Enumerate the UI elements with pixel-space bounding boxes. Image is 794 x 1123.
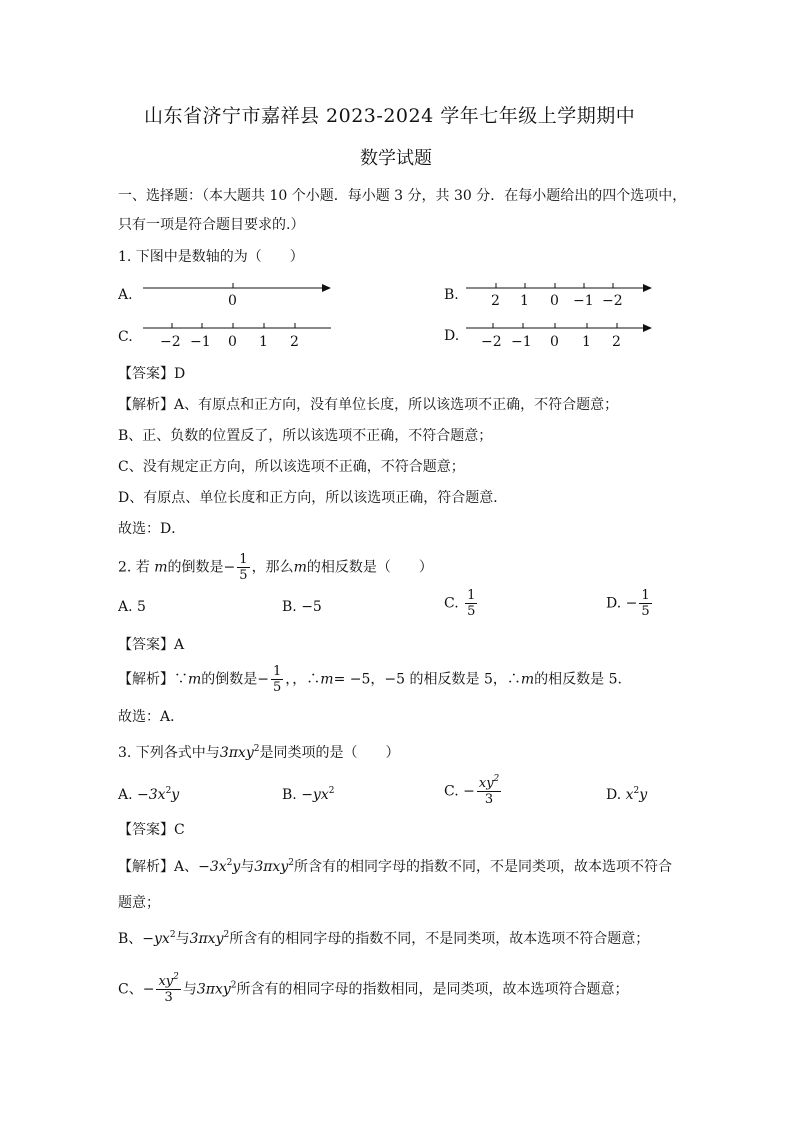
q1-d-tick-label: 2 xyxy=(612,334,621,350)
q3-b-post: 所含有的相同字母的指数不同，不是同类项，故本选项不符合题意； xyxy=(229,931,650,947)
q3-d-tail: y xyxy=(639,787,648,803)
q3-a-label: A. xyxy=(118,787,133,803)
q3-a-val: −3x xyxy=(137,787,166,803)
q2-stem xyxy=(118,552,433,583)
q3-b-pre: B、 xyxy=(118,931,143,947)
q3-a-t1: −3x xyxy=(198,859,227,875)
q1-d-tick-label: −1 xyxy=(511,334,532,350)
q2-stem-pre: 2. 若 xyxy=(118,559,150,576)
q2-option-b xyxy=(282,598,322,616)
page-subtitle: 数学试题 xyxy=(360,148,432,169)
q2-var-m: m xyxy=(188,671,202,688)
q2-stem-mid: 的倒数是 xyxy=(167,559,224,576)
q2-fraction xyxy=(237,552,249,583)
q3-c-label: C. xyxy=(444,783,459,800)
q2-option-b-value: −5 xyxy=(301,599,322,615)
q2-d-num: 1 xyxy=(641,588,650,603)
q1-analysis-line4: D、有原点、单位长度和正方向，所以该选项正确，符合题意． xyxy=(118,490,508,506)
q3-answer: 【答案】C xyxy=(118,822,185,838)
q3-b-t2: 3πxy xyxy=(189,931,224,947)
q3-b-val: −yx xyxy=(301,787,329,803)
q1-b-tick-label: −2 xyxy=(602,293,623,309)
q2-option-c-label: C. xyxy=(444,595,459,612)
q3-b-label: B. xyxy=(282,787,297,803)
q3-a-t1-exp: 2 xyxy=(226,858,233,868)
q2-option-d-fraction xyxy=(639,588,651,619)
q2-var-m: m xyxy=(520,671,535,688)
q1-c-tick-label: 2 xyxy=(290,334,299,350)
q1-option-a-label: A. xyxy=(118,287,133,303)
q2-var-m: m xyxy=(154,559,168,576)
q1-d-tick-label: 0 xyxy=(550,334,559,350)
q2-analysis-neg: − xyxy=(257,671,270,688)
q3-option-b xyxy=(282,786,334,804)
q3-c-analysis-fraction xyxy=(156,974,180,1005)
q1-analysis-a: A、有原点和正方向，没有单位长度，所以该选项不正确，不符合题意； xyxy=(174,397,619,413)
q1-option-d-label: D. xyxy=(444,328,460,344)
q2-analysis-eq: = −5 xyxy=(333,671,371,688)
q2-choice: 故选：A． xyxy=(118,709,185,725)
q3-a-t1b: y xyxy=(232,859,241,875)
q1-c-tick-label: −2 xyxy=(160,334,181,350)
q1-answer: 【答案】D xyxy=(118,366,186,382)
q2-a-den: 5 xyxy=(273,680,282,695)
q2-option-c-fraction xyxy=(465,588,477,619)
q2-frac-den: 5 xyxy=(239,568,248,583)
q2-option-d-neg: − xyxy=(625,595,638,612)
q3-a-t2-exp: 2 xyxy=(288,858,294,868)
q1-b-tick-label: 2 xyxy=(491,293,500,309)
q1-b-tick-label: −1 xyxy=(573,293,594,309)
q3-a-post: 所含有的相同字母的指数不同，不是同类项，故本选项不符合 xyxy=(293,859,672,875)
q2-neg: − xyxy=(223,559,236,576)
q2-option-d-label: D. xyxy=(606,595,622,612)
q2-analysis-tag: 【解析】 xyxy=(118,671,174,688)
q3-option-c xyxy=(444,776,503,807)
q3-c-t2: 3πxy xyxy=(196,981,231,998)
q3-c-a-den: 3 xyxy=(164,990,173,1005)
q3-c-exp: 2 xyxy=(493,774,500,784)
q3-b-exp: 2 xyxy=(328,786,335,796)
q2-option-b-label: B. xyxy=(282,599,297,615)
q2-stem-post: 的相反数是（ ） xyxy=(306,559,433,576)
q3-c-den: 3 xyxy=(484,792,494,807)
q1-analysis-tag: 【解析】 xyxy=(118,397,174,413)
q2-c-den: 5 xyxy=(467,604,476,619)
q3-c-pre: C、 xyxy=(118,981,143,998)
q1-analysis-line2: B、正、负数的位置反了，所以该选项不正确，不符合题意； xyxy=(118,428,493,444)
page-title: 山东省济宁市嘉祥县 2023-2024 学年七年级上学期期中 xyxy=(144,105,636,127)
q1-b-tick-label: 1 xyxy=(520,293,529,309)
q3-b-t1: −yx xyxy=(142,931,170,947)
q2-stem-mid2: ，那么 xyxy=(251,559,294,576)
q3-analysis-tag: 【解析】 xyxy=(118,859,174,875)
q2-answer: 【答案】A xyxy=(118,637,185,653)
q3-stem xyxy=(118,744,399,762)
q3-analysis-line2: 题意； xyxy=(118,895,160,911)
q2-analysis-text1: 的倒数是 xyxy=(201,671,258,688)
q2-analysis-text3: ，−5 的相反数是 5，∴ xyxy=(370,671,521,688)
q1-d-tick-label: 1 xyxy=(582,334,591,350)
q3-c-neg2: − xyxy=(142,981,155,998)
q3-d-val: x xyxy=(625,787,634,803)
q3-c-a-num-text: xy xyxy=(158,974,174,989)
q2-var-m: m xyxy=(293,559,307,576)
q2-frac-num: 1 xyxy=(239,552,248,567)
q1-option-b-label: B. xyxy=(444,287,459,303)
q3-analysis-c xyxy=(118,974,629,1005)
q2-because: ∵ xyxy=(174,671,188,688)
q3-c-a-exp: 2 xyxy=(173,972,179,982)
q1-analysis-line1 xyxy=(118,396,618,414)
q2-analysis xyxy=(118,664,622,695)
q1-c-tick-label: 1 xyxy=(259,334,268,350)
q2-d-den: 5 xyxy=(641,604,650,619)
q3-b-t2-exp: 2 xyxy=(223,930,230,940)
section-instructions-line1: 一、选择题：（本大题共 10 个小题．每小题 3 分，共 30 分．在每小题给出的四个选项中， xyxy=(118,188,687,204)
q3-c-a-num xyxy=(156,974,180,990)
q1-option-c-label: C. xyxy=(118,329,133,345)
q2-analysis-text4: 的相反数是 5. xyxy=(534,671,622,688)
q1-d-tick-label: −2 xyxy=(481,334,502,350)
section-instructions-line2: 只有一项是符合题目要求的.） xyxy=(118,217,305,233)
q2-c-num: 1 xyxy=(467,588,476,603)
q3-c-num xyxy=(477,776,501,792)
q2-option-d xyxy=(606,588,654,619)
q1-c-tick-label: 0 xyxy=(228,334,237,350)
q3-a-pre: A、 xyxy=(174,859,199,875)
q3-c-num-text: xy xyxy=(478,776,494,791)
q3-a-t2: 3πxy xyxy=(254,859,289,875)
q1-a-tick-label: 0 xyxy=(228,293,237,309)
q3-d-label: D. xyxy=(606,787,622,803)
q3-term: 3πxy xyxy=(219,745,254,761)
q3-a-tail: y xyxy=(171,787,180,803)
q3-option-a xyxy=(118,786,179,804)
q3-c-post: 所含有的相同字母的指数相同，是同类项，故本选项符合题意； xyxy=(236,981,629,998)
q3-c-mid: 与 xyxy=(182,981,197,998)
q3-b-t1-exp: 2 xyxy=(169,930,176,940)
q1-c-tick-label: −1 xyxy=(190,334,211,350)
q1-choice: 故选：D． xyxy=(118,521,186,537)
q2-option-a: A. 5 xyxy=(118,599,146,615)
q1-stem: 1. 下图中是数轴的为（ ） xyxy=(118,249,304,265)
q3-analysis-line1 xyxy=(118,858,672,876)
q2-var-m: m xyxy=(320,671,334,688)
q3-a-exp: 2 xyxy=(165,786,172,796)
q3-b-mid: 与 xyxy=(175,931,190,947)
q3-stem-pre: 3. 下列各式中与 xyxy=(118,745,220,761)
q1-analysis-line3: C、没有规定正方向，所以该选项不正确，不符合题意； xyxy=(118,459,465,475)
q1-b-tick-label: 0 xyxy=(550,293,559,309)
q3-option-d xyxy=(606,786,647,804)
q3-c-fraction xyxy=(477,776,501,807)
q3-stem-post: 是同类项的是（ ） xyxy=(259,745,400,761)
q2-analysis-fraction xyxy=(271,664,283,695)
q3-a-mid: 与 xyxy=(240,859,255,875)
q3-c-neg: − xyxy=(463,783,475,800)
q2-a-num: 1 xyxy=(273,664,282,679)
q3-term-exp: 2 xyxy=(253,744,260,754)
q2-option-c xyxy=(444,588,479,619)
q3-c-t2-exp: 2 xyxy=(230,980,237,991)
q3-analysis-b xyxy=(118,930,649,948)
q3-d-exp: 2 xyxy=(633,786,640,796)
q2-analysis-text2: ，，∴ xyxy=(285,671,321,688)
